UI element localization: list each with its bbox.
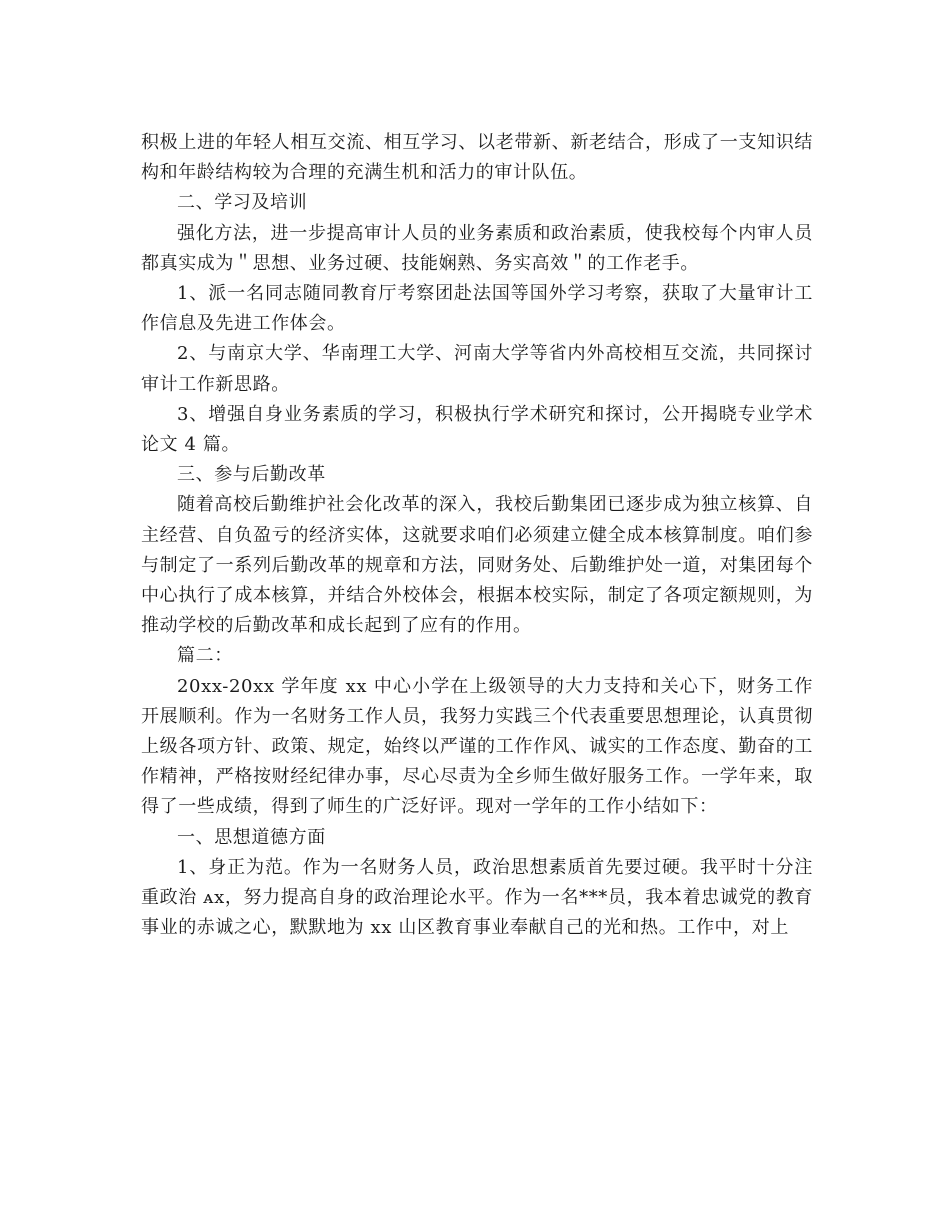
section-heading-ideology: 一、思想道德方面 [177,826,326,848]
document-body [141,128,813,943]
part-heading: 篇二： [177,645,233,667]
paragraph: 2、与南京大学、华南理工大学、河南大学等省内外高校相互交流，共同探讨审计工作新思路。 [141,343,813,395]
paragraph-continuation: 积极上进的年轻人相互交流、相互学习、以老带新、新老结合，形成了一支知识结构和年龄结构较为合理的充满生机和活力的审计队伍。 [141,132,813,184]
paragraph: 强化方法，进一步提高审计人员的业务素质和政治素质，使我校每个内审人员都真实成为＂思想、业务过硬、技能娴熟、务实高效＂的工作老手。 [141,222,813,274]
paragraph: 20xx-20xx 学年度 xx 中心小学在上级领导的大力支持和关心下，财务工作开展顺利。作为一名财务工作人员，我努力实践三个代表重要思想理论，认真贯彻上级各项方针、政策、规定，始终以严谨的工作作风、诚实的工作态度、勤奋的工作精神，严格按财经纪律办事，尽心尽责为全乡师生做好服务工作。一学年来，取得了一些成绩，得到了师生的广泛好评。现对一学年的工作小结如下： [141,675,813,818]
paragraph: 随着高校后勤维护社会化改革的深入，我校后勤集团已逐步成为独立核算、自主经营、自负盈亏的经济实体，这就要求咱们必须建立健全成本核算制度。咱们参与制定了一系列后勤改革的规章和方法，同财务处、后勤维护处一道，对集团每个中心执行了成本核算，并结合外校体会，根据本校实际，制定了各项定额规则，为推动学校的后勤改革和成长起到了应有的作用。 [141,494,813,637]
paragraph: 3、增强自身业务素质的学习，积极执行学术研究和探讨，公开揭晓专业学术论文 4 篇。 [141,403,813,456]
section-heading-training: 二、学习及培训 [177,192,308,214]
section-heading-logistics: 三、参与后勤改革 [177,464,326,486]
paragraph: 1、派一名同志随同教育厅考察团赴法国等国外学习考察，获取了大量审计工作信息及先进工作体会。 [141,283,813,335]
paragraph: 1、身正为范。作为一名财务人员，政治思想素质首先要过硬。我平时十分注重政治 ᴀx，努力提高自身的政治理论水平。作为一名***员，我本着忠诚党的教育事业的赤诚之心，默默地为 xx 山区教育事业奉献自己的光和热。工作中，对上 [141,856,813,939]
